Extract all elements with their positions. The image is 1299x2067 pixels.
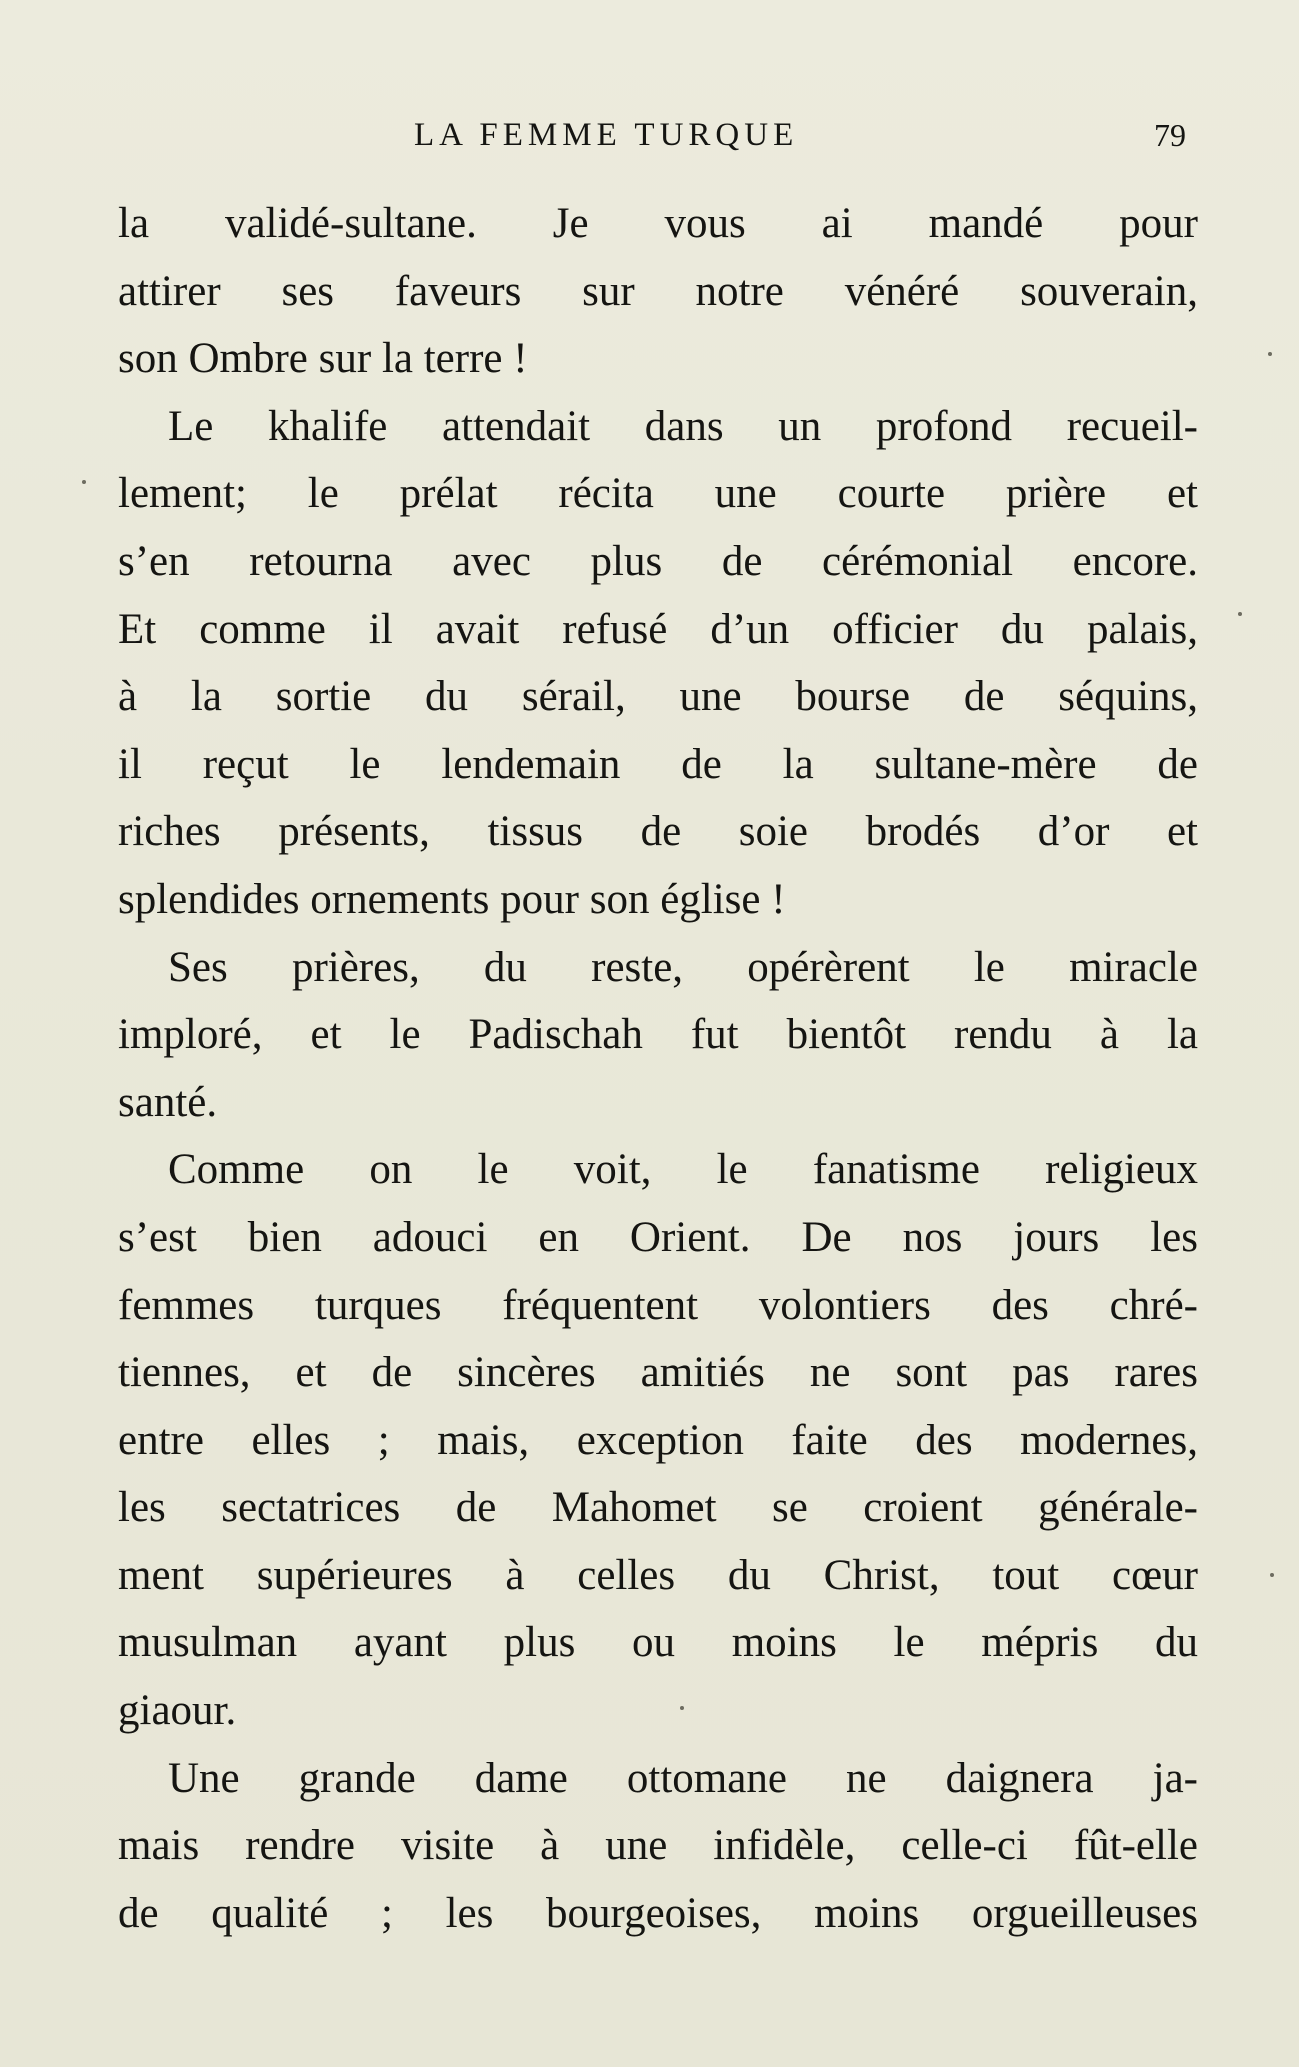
text-line: ment supérieures à celles du Christ, tout cœur [118,1551,1198,1599]
text-line: tiennes, et de sincères amitiés ne sont pas rares [118,1349,1198,1397]
text-line: il reçut le lendemain de la sultane-mère de [118,740,1198,788]
text-line: musulman ayant plus ou moins le mépris du [118,1619,1198,1667]
text-line: les sectatrices de Mahomet se croient générale- [118,1484,1198,1532]
text-line: femmes turques fréquentent volontiers des chré- [118,1281,1198,1329]
text-line: s’en retourna avec plus de cérémonial encore. [118,537,1198,585]
page-number: 79 [1154,117,1186,153]
text-line: s’est bien adouci en Orient. De nos jours les [118,1213,1198,1261]
running-head [118,110,1186,160]
body-text [118,190,1198,1947]
text-line: à la sortie du sérail, une bourse de séquins, [118,673,1198,721]
text-line: Le khalife attendait dans un profond recueil- [168,402,1198,450]
paper-speck [1268,352,1272,356]
text-line: entre elles ; mais, exception faite des modernes, [118,1416,1198,1464]
text-line: lement; le prélat récita une courte prière et [118,470,1198,518]
paper-speck [1238,612,1242,616]
text-line: attirer ses faveurs sur notre vénéré souverain, [118,267,1198,315]
text-line: de qualité ; les bourgeoises, moins orgueilleuses [118,1889,1198,1937]
text-line: Ses prières, du reste, opérèrent le miracle [168,943,1198,991]
text-line: Comme on le voit, le fanatisme religieux [168,1146,1198,1194]
text-line: imploré, et le Padischah fut bientôt rendu à la [118,1011,1198,1059]
text-line: mais rendre visite à une infidèle, celle-ci fût-elle [118,1822,1198,1870]
text-line: Une grande dame ottomane ne daignera ja- [168,1754,1198,1802]
paper-speck [1270,1573,1274,1577]
paper-speck [82,480,86,484]
text-line: giaour. [118,1687,237,1735]
text-line: riches présents, tissus de soie brodés d’or et [118,808,1198,856]
text-line: la validé-sultane. Je vous ai mandé pour [118,200,1198,247]
text-line: Et comme il avait refusé d’un officier du palais, [118,605,1198,653]
text-line: son Ombre sur la terre ! [118,335,528,383]
running-title: LA FEMME TURQUE [414,117,799,153]
paper-speck [680,1706,684,1710]
text-line: splendides ornements pour son église ! [118,875,786,923]
text-line: santé. [118,1078,218,1126]
